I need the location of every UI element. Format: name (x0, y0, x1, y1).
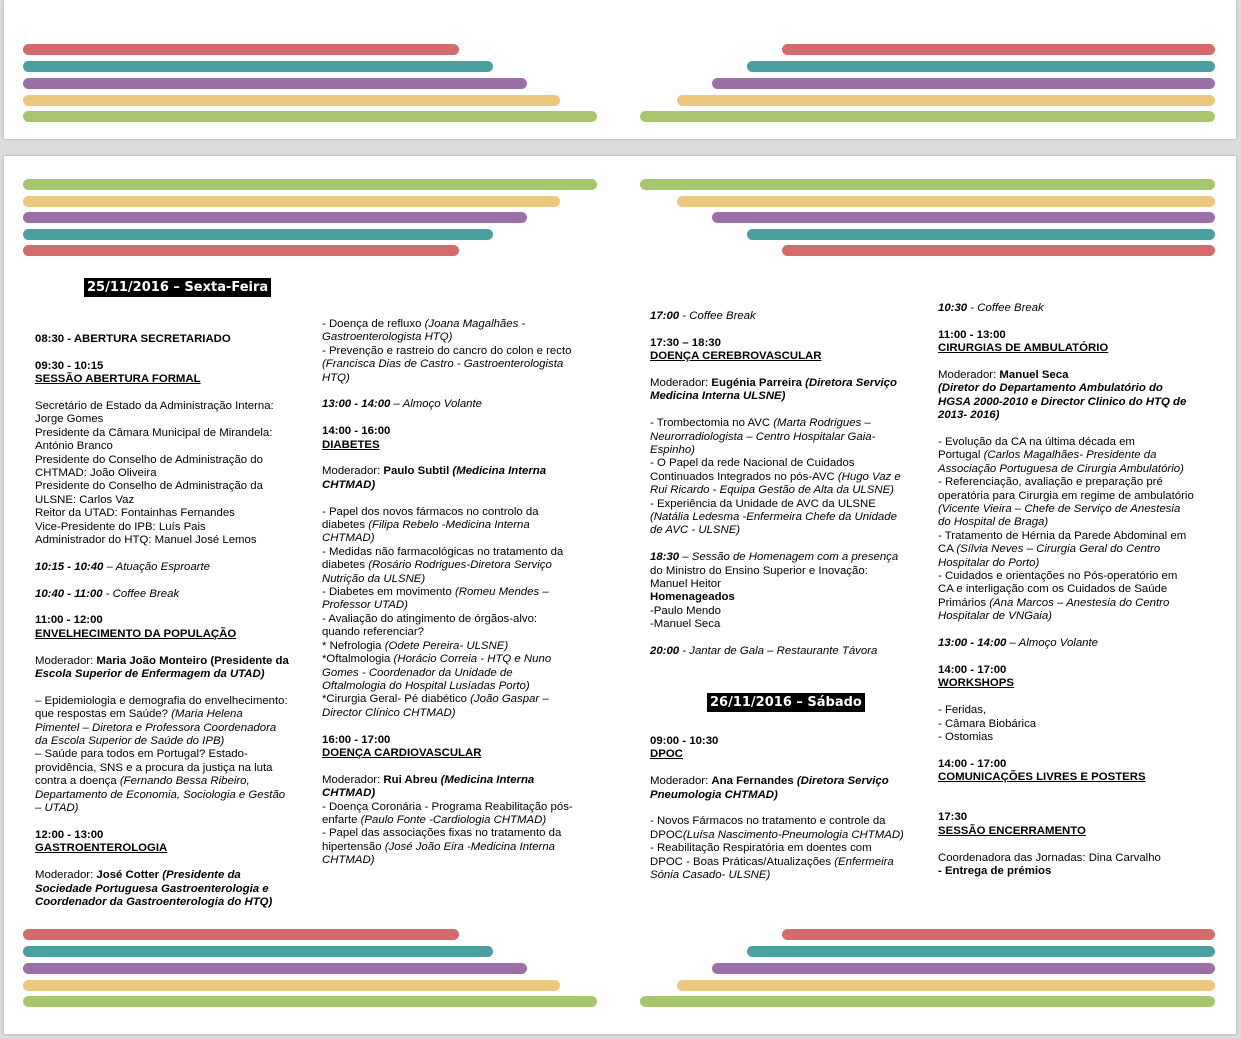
spacer (322, 760, 573, 773)
program-line (322, 653, 573, 666)
program-line (35, 869, 289, 882)
program-text: * Nefrologia (322, 639, 385, 652)
program-line: quando referenciar? (322, 626, 424, 639)
program-text: que respostas em Saúde? (35, 708, 172, 721)
program-line: - Feridas, (938, 704, 987, 717)
stripe-yellow-right (677, 95, 1215, 106)
program-line (650, 829, 904, 842)
program-line (650, 377, 901, 390)
program-line: GASTROENTEROLOGIA (35, 842, 168, 855)
program-text: contra a doença (35, 775, 120, 788)
program-line: DOENÇA CEREBROVASCULAR (650, 350, 822, 363)
program-line: 16:00 - 17:00 (322, 733, 391, 746)
program-line: Presidente do Conselho de Administração do (35, 453, 263, 466)
spacer (35, 574, 289, 587)
program-line: Neurorradiologista – Centro Hospitalar Gaia- (650, 430, 876, 443)
program-text: Manuel Seca (999, 369, 1069, 381)
program-text: Ana Fernandes (711, 775, 797, 788)
program-column-2 (322, 318, 573, 868)
program-text: Maria João Monteiro (Presidente da (96, 654, 289, 667)
program-line: SESSÃO ABERTURA FORMAL (35, 373, 201, 386)
program-text: (Medicina Interna (452, 465, 547, 478)
stripe-teal-left-bottom (23, 946, 493, 957)
stripe-purple-right (712, 78, 1215, 89)
program-line (650, 417, 901, 430)
spacer (322, 412, 573, 425)
program-text: (Enfermeira (834, 855, 894, 868)
program-line (322, 774, 573, 787)
program-line: Associação Portuguesa de Cirurgia Ambulatório) (938, 462, 1184, 475)
program-text: 17:00 (650, 310, 680, 322)
stripe-red-right (782, 245, 1215, 256)
spacer (35, 601, 289, 614)
stripe-teal-right (747, 229, 1215, 240)
program-line: de AVC - ULSNE) (650, 524, 741, 537)
program-line: Director Clínico CHTMAD) (322, 706, 456, 719)
stripe-purple-left-bottom (23, 963, 527, 974)
program-line (35, 775, 289, 788)
program-line: CHTMAD) (322, 854, 375, 867)
program-text: (Fernando Bessa Ribeiro, (119, 775, 250, 788)
spacer (938, 838, 1194, 851)
program-text: enfarte (322, 813, 361, 826)
spacer (35, 547, 289, 560)
program-text: - Coffee Break (102, 587, 180, 600)
program-line: da Escola Superior de Saúde do IPB) (35, 735, 225, 748)
program-line: - Papel das associações fixas no tratamento da (322, 827, 562, 840)
program-line: 08:30 - ABERTURA SECRETARIADO (35, 333, 231, 345)
date-heading-friday: 25/11/2016 – Sexta-Feira (84, 278, 271, 297)
program-line: Coordenadora das Jornadas: Dina Carvalho (938, 851, 1161, 864)
program-line: – Epidemiologia e demografia do envelhecimento: (35, 694, 288, 707)
program-line: CHTMAD) (322, 787, 376, 800)
program-text: 18:30 (650, 551, 680, 564)
program-text: (Paulo Fonte -Cardiologia CHTMAD) (360, 813, 547, 826)
program-line: -Paulo Mendo (650, 604, 721, 617)
stripe-green-left (23, 179, 597, 190)
program-line (938, 302, 1194, 315)
program-text: 10:15 - 10:40 (35, 560, 104, 573)
program-line: providência, SNS e a procura da justiça na luta (35, 761, 273, 774)
program-line: Vice-Presidente do IPB: Luís Pais (35, 520, 206, 533)
program-line: 2013- 2016) (938, 409, 1000, 422)
program-line: - Papel dos novos fármacos no controlo da (322, 505, 539, 518)
program-line: (Vicente Vieira – Chefe de Serviço de Anestesia (938, 503, 1181, 516)
program-text: Rui Abreu (383, 773, 441, 786)
program-line: DPOC (650, 748, 683, 761)
program-column-4 (938, 302, 1194, 878)
top-banner-panel (4, 0, 1236, 139)
program-line (650, 645, 901, 658)
program-line (650, 310, 901, 323)
program-line: Pneumologia CHTMAD) (650, 788, 778, 801)
program-text: Moderador: (650, 775, 712, 788)
program-text: (Filipa Rebelo -Medicina Interna (368, 519, 530, 532)
stripe-green-right (640, 179, 1215, 190)
program-text: (Presidente da (162, 869, 241, 882)
program-text: (Ana Marcos – Anestesia do Centro (989, 596, 1170, 609)
program-text: diabetes (322, 519, 369, 532)
program-text: (Joana Magalhães - (424, 318, 526, 330)
stripe-green-right-bottom (640, 996, 1215, 1007)
spacer (938, 744, 1194, 757)
program-line: Jorge Gomes (35, 413, 104, 426)
spacer (35, 387, 289, 400)
program-line: Sociedade Portuguesa Gastroenterologia e (35, 882, 269, 895)
program-text: Moderador: (938, 369, 1000, 381)
spacer (35, 681, 289, 694)
program-line: Departamento de Economia, Sociologia e Gestão (35, 788, 286, 801)
program-line (938, 637, 1194, 650)
program-text: (Carlos Magalhães- Presidente da (983, 449, 1157, 462)
program-text: (Romeu Mendes – (454, 586, 549, 599)
program-text: *Cirurgia Geral- Pé diabético (322, 693, 471, 706)
program-line: 11:00 - 13:00 (938, 328, 1006, 341)
program-text: Moderador: (35, 869, 97, 882)
program-line: COMUNICAÇÕES LIVRES E POSTERS (938, 771, 1146, 784)
stripe-yellow-left (23, 196, 560, 207)
program-text: *Oftalmologia (322, 653, 394, 666)
program-line (938, 597, 1194, 610)
program-line: Oftalmologia do Hospital Lusíadas Porto) (322, 679, 530, 692)
program-text: (Medicina Interna (440, 773, 535, 786)
program-text: (Maria Helena (171, 708, 243, 721)
program-text: Continuados Integrados no pós-AVC (650, 470, 838, 483)
program-line: Presidente da Câmara Municipal de Mirandela: (35, 426, 273, 439)
stripe-red-left-bottom (23, 929, 459, 940)
program-line: Presidente do Conselho de Administração da (35, 480, 263, 493)
spacer (938, 798, 1194, 811)
program-line: -Manuel Seca (650, 618, 721, 631)
stripe-yellow-left (23, 95, 560, 106)
program-text: – Almoço Volante (390, 398, 482, 411)
program-text: (Horácio Correia - HTQ e Nuno (393, 653, 552, 666)
program-line (650, 551, 901, 564)
program-text: DPOC - Boas Práticas/Atualizações (650, 855, 835, 868)
program-line: do Ministro do Ensino Superior e Inovação: (650, 564, 868, 577)
stripe-purple-left (23, 78, 527, 89)
program-line: – Saúde para todos em Portugal? Estado- (35, 748, 248, 761)
program-text: Moderador: (322, 465, 384, 478)
program-line: - Ostomias (938, 730, 994, 743)
program-line: Medicina Interna ULSNE) (650, 390, 786, 403)
stripe-teal-right (747, 61, 1215, 72)
program-line: 09:30 - 10:15 (35, 359, 104, 372)
program-text: (José João Eira -Medicina Interna (384, 840, 556, 853)
program-text: Portugal (938, 449, 984, 462)
program-line: Manuel Heitor (650, 578, 721, 591)
program-text: – Sessão de Homenagem com a presença (679, 551, 899, 564)
program-text: DPOC (650, 828, 683, 841)
program-line (322, 318, 573, 331)
spacer (938, 785, 1194, 798)
stripe-yellow-right (677, 196, 1215, 207)
program-line: Pimentel – Diretora e Professora Coordenadora (35, 721, 277, 734)
program-text: hipertensão (322, 840, 385, 853)
program-line (35, 588, 289, 601)
program-line (322, 465, 573, 478)
program-text: - Trombectomia no AVC (650, 417, 774, 430)
program-text: 13:00 - 14:00 (938, 637, 1007, 650)
program-line: 12:00 - 13:00 (35, 828, 104, 841)
program-line: Coordenador da Gastroenterologia do HTQ) (35, 895, 273, 908)
program-line: - Evolução da CA na última década em (938, 436, 1135, 449)
spacer (650, 538, 901, 551)
program-line (650, 775, 904, 788)
program-line: ULSNE: Carlos Vaz (35, 493, 135, 506)
program-line: 14:00 - 17:00 (938, 757, 1007, 770)
program-line: (Diretor do Departamento Ambulatório do (938, 382, 1163, 395)
program-line: CHTMAD) (322, 478, 376, 491)
program-text: (Diretora Serviço (796, 775, 889, 788)
stripe-yellow-right-bottom (677, 980, 1215, 991)
program-text: Paulo Subtil (383, 465, 453, 478)
program-line: 14:00 - 16:00 (322, 425, 391, 438)
program-column-3-saturday (650, 735, 904, 882)
program-line: DIABETES (322, 438, 380, 451)
spacer (938, 624, 1194, 637)
stripe-purple-left (23, 212, 527, 223)
program-line: (Francisca Dias de Castro - Gastroenterologista (322, 358, 564, 371)
program-line (322, 841, 573, 854)
program-line (35, 655, 289, 668)
spacer (938, 691, 1194, 704)
program-line (938, 543, 1194, 556)
stripe-teal-left (23, 61, 493, 72)
program-text: Moderador: (35, 654, 97, 667)
program-text: (Sílvia Neves – Cirurgia Geral do Centro (956, 543, 1161, 556)
program-line: Professor UTAD) (322, 599, 408, 612)
program-line: - Avaliação do atingimento de órgãos-alvo: (322, 612, 538, 625)
program-line (650, 856, 904, 869)
program-line: ENVELHECIMENTO DA POPULAÇÃO (35, 627, 237, 640)
spacer (35, 856, 289, 869)
stripe-purple-right-bottom (712, 963, 1215, 974)
program-line: Administrador do HTQ: Manuel José Lemos (35, 534, 257, 547)
spacer (322, 452, 573, 465)
program-line (35, 561, 289, 574)
spacer (938, 356, 1194, 369)
spacer (650, 762, 904, 775)
program-line: CHTMAD) (322, 532, 375, 545)
program-text: (João Gaspar – (470, 693, 549, 706)
date-heading-saturday: 26/11/2016 – Sábado (707, 693, 865, 712)
program-line: - Novos Fármacos no tratamento e controle da (650, 815, 886, 828)
program-line: Reitor da UTAD: Fontainhas Fernandes (35, 507, 235, 520)
program-line (322, 640, 573, 653)
program-text: 10:30 (938, 302, 968, 314)
program-line: SESSÃO ENCERRAMENTO (938, 824, 1086, 837)
program-line: - Tratamento de Hérnia da Parede Abdominal em (938, 529, 1187, 542)
program-line: CHTMAD: João Oliveira (35, 467, 157, 480)
program-line: Homenageados (650, 591, 735, 604)
stripe-yellow-left-bottom (23, 980, 560, 991)
stripe-red-left (23, 245, 459, 256)
program-line: 17:30 (938, 811, 968, 824)
program-line: Gastroenterologista HTQ) (322, 331, 453, 344)
program-line (322, 398, 573, 411)
program-line (322, 814, 573, 827)
program-line: 17:30 – 18:30 (650, 336, 721, 349)
program-line: António Branco (35, 440, 113, 453)
spacer (650, 802, 904, 815)
program-text: (Marta Rodrigues – (773, 417, 871, 430)
program-line: - Medidas não farmacológicas no tratamento da (322, 545, 564, 558)
program-line: 11:00 - 12:00 (35, 614, 103, 627)
program-line: operatória para Cirurgia em regime de ambulatório (938, 489, 1194, 502)
program-line (322, 586, 573, 599)
program-line: Secretário de Estado da Administração Interna: (35, 400, 274, 412)
program-line: 14:00 - 17:00 (938, 663, 1007, 676)
stripe-teal-right-bottom (747, 946, 1215, 957)
program-text: Moderador: (650, 377, 712, 389)
spacer (322, 720, 573, 733)
program-text: – Almoço Volante (1006, 637, 1098, 650)
stripe-red-right-bottom (782, 929, 1215, 940)
spacer (650, 323, 901, 336)
program-line: Hospitalar do Porto) (938, 556, 1040, 569)
stripe-green-right (640, 111, 1215, 122)
program-line: - Cuidados e orientações no Pós-operatório em (938, 570, 1178, 583)
spacer (35, 346, 289, 359)
program-line: - Reabilitação Respiratória em doentes com (650, 842, 872, 855)
program-text: Moderador: (322, 773, 384, 786)
program-text: José Cotter (96, 869, 163, 882)
program-text: (Odete Pereira- ULSNE) (384, 639, 509, 652)
spacer (650, 364, 901, 377)
program-line: WORKSHOPS (938, 677, 1014, 690)
program-text: - Coffee Break (967, 302, 1044, 314)
spacer (322, 492, 573, 505)
program-panel (4, 156, 1236, 1034)
program-text: (Diretora Serviço (805, 377, 897, 389)
program-line (35, 708, 289, 721)
program-text: - Diabetes em movimento (322, 586, 455, 599)
program-text: CA (938, 543, 957, 556)
program-text: - Doença de refluxo (322, 318, 425, 330)
program-line: - Câmara Biobárica (938, 717, 1037, 730)
program-line: HTQ) (322, 371, 350, 384)
program-text: 10:40 - 11:00 (35, 587, 103, 600)
program-column-1 (35, 333, 289, 909)
program-line: HGSA 2000-2010 e Director Clinico do HTQ de (938, 395, 1187, 408)
program-line (322, 559, 573, 572)
spacer (938, 315, 1194, 328)
program-line: Hospitalar de VNGaia) (938, 610, 1052, 623)
spacer (35, 641, 289, 654)
spacer (322, 385, 573, 398)
program-line: - Doença Coronária - Programa Reabilitação pós- (322, 800, 573, 813)
program-line: – UTAD) (35, 802, 79, 815)
stripe-red-left (23, 44, 459, 55)
program-line: - O Papel da rede Nacional de Cuidados (650, 457, 855, 470)
program-line: (Natália Ledesma -Enfermeira Chefe da Unidade (650, 511, 897, 524)
program-text: (Hugo Vaz e (837, 470, 901, 483)
program-text: – Atuação Esproarte (103, 560, 210, 573)
spacer (35, 816, 289, 829)
program-text: diabetes (322, 559, 369, 572)
stripe-red-right (782, 44, 1215, 55)
program-line: Rui Ricardo - Equipa Gestão de Alta da ULSNE) (650, 484, 894, 497)
spacer (650, 632, 901, 645)
program-text: (Rosário Rodrigues-Diretora Serviço (368, 559, 552, 572)
program-line: 09:00 - 10:30 (650, 735, 719, 747)
program-line: Sónia Casado- ULSNE) (650, 869, 771, 882)
program-line: DOENÇA CARDIOVASCULAR (322, 746, 482, 759)
program-text: - Jantar de Gala – Restaurante Távora (679, 645, 878, 658)
program-line (938, 369, 1194, 382)
program-line: Gomes - Coordenador da Unidade de (322, 666, 513, 679)
spacer (650, 404, 901, 417)
program-line (322, 693, 573, 706)
program-line: CA e interligação com os Cuidados de Saúde (938, 583, 1168, 596)
program-text: Eugénia Parreira (711, 377, 806, 389)
stripe-teal-left (23, 229, 493, 240)
program-column-3-friday (650, 310, 901, 658)
program-line (938, 449, 1194, 462)
program-text: (Luísa Nascimento-Pneumologia CHTMAD) (682, 828, 904, 841)
program-line: Espinho) (650, 444, 695, 457)
spacer (938, 651, 1194, 664)
stripe-green-left-bottom (23, 996, 597, 1007)
program-line (650, 471, 901, 484)
program-line: - Entrega de prémios (938, 864, 1052, 877)
program-text: Primários (938, 596, 990, 609)
program-line: Escola Superior de Enfermagem da UTAD) (35, 668, 265, 681)
spacer (938, 423, 1194, 436)
program-line: - Prevenção e rastreio do cancro do colon e recto (322, 344, 572, 357)
program-text: - Coffee Break (679, 310, 756, 322)
program-line: - Experiência da Unidade de AVC da ULSNE (650, 497, 876, 510)
program-line: CIRURGIAS DE AMBULATÓRIO (938, 342, 1109, 355)
program-line: - Referenciação, avaliação e preparação pré (938, 476, 1163, 489)
program-line (322, 519, 573, 532)
stripe-green-left (23, 111, 597, 122)
program-line: do Hospital de Braga) (938, 516, 1049, 529)
stripe-purple-right (712, 212, 1215, 223)
program-line: Nutrição da ULSNE) (322, 572, 426, 585)
program-text: 13:00 - 14:00 (322, 398, 391, 411)
program-text: 20:00 (650, 645, 680, 658)
